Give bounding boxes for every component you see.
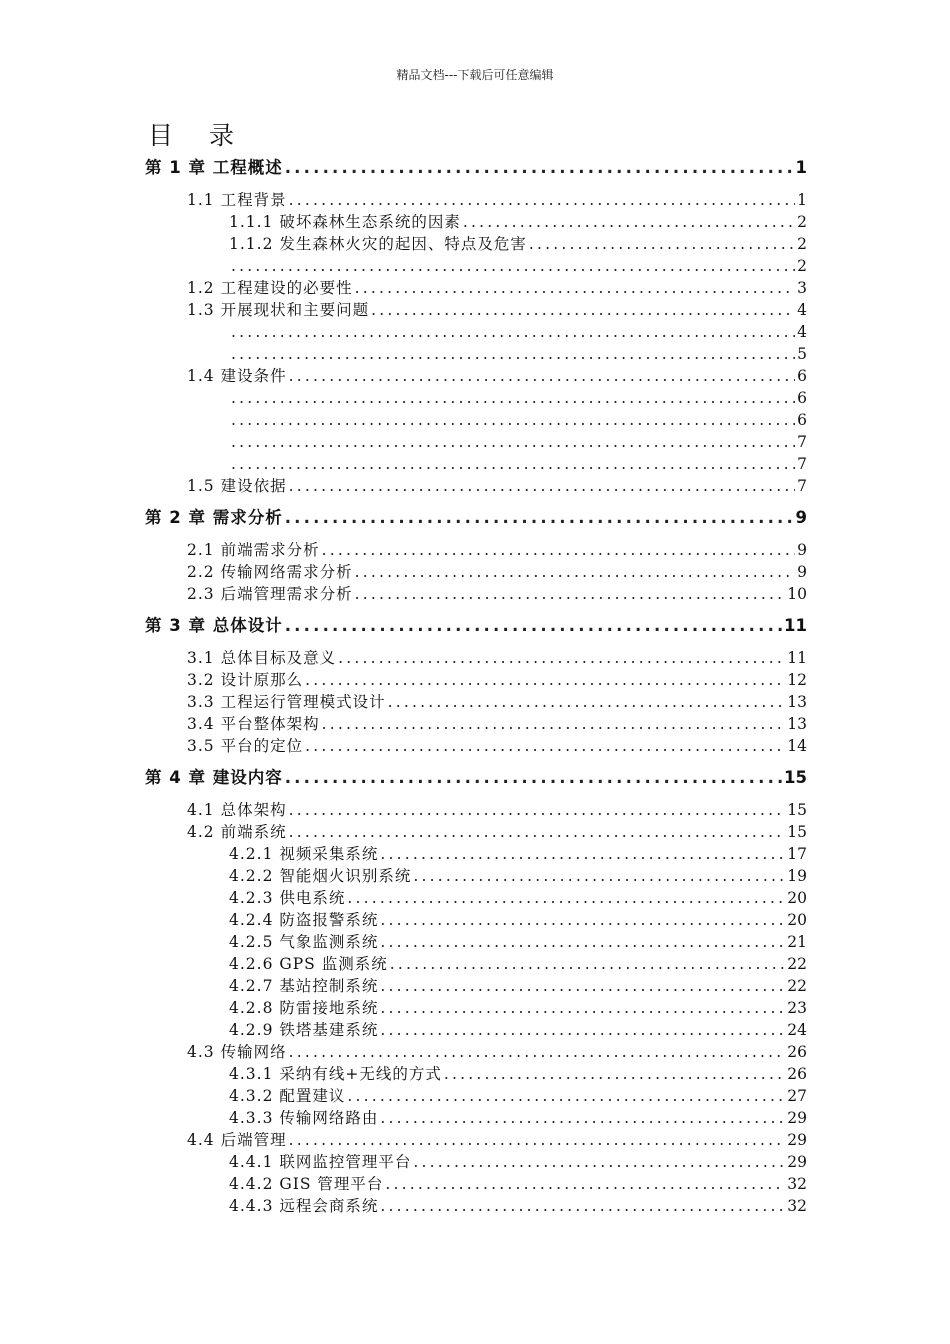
dot-leader <box>413 865 785 887</box>
dot-leader <box>231 343 795 365</box>
toc-entry-title: 3.1 总体目标及意义 <box>187 649 337 667</box>
dot-leader <box>390 953 786 975</box>
toc-page-number: 32 <box>787 1175 807 1193</box>
toc-page-number: 17 <box>787 845 807 863</box>
toc-section-entry[interactable] <box>145 539 807 561</box>
toc-subsection-entry[interactable] <box>145 343 807 365</box>
toc-entry-title: 第 4 章 建设内容 <box>145 768 283 787</box>
dot-leader <box>231 387 795 409</box>
toc-page-number: 20 <box>787 911 807 929</box>
toc-section-entry[interactable] <box>145 647 807 669</box>
toc-subsection-entry[interactable] <box>145 865 807 887</box>
dot-leader <box>305 669 785 691</box>
toc-section-entry[interactable] <box>145 475 807 497</box>
dot-leader <box>289 1041 786 1063</box>
dot-leader <box>285 614 782 638</box>
toc-entry-title: 4.2.9 铁塔基建系统 <box>229 1021 379 1039</box>
toc-entry-title: 3.2 设计原那么 <box>187 671 304 689</box>
toc-entry-title: 4.4.3 远程会商系统 <box>229 1197 379 1215</box>
toc-subsection-entry[interactable] <box>145 1107 807 1129</box>
toc-subsection-entry[interactable] <box>145 233 807 255</box>
toc-entry-title: 4.2.5 气象监测系统 <box>229 933 379 951</box>
toc-entry-title: 4.2.6 GPS 监测系统 <box>229 955 388 973</box>
toc-entry-title: 第 3 章 总体设计 <box>145 616 283 635</box>
toc-page-number: 7 <box>797 477 807 495</box>
toc-page-number: 15 <box>787 823 807 841</box>
dot-leader <box>371 299 795 321</box>
toc-entry-title: 1.1.1 破坏森林生态系统的因素 <box>229 213 461 231</box>
toc-subsection-entry[interactable] <box>145 1151 807 1173</box>
toc-subsection-entry[interactable] <box>145 1063 807 1085</box>
toc-page-number: 27 <box>787 1087 807 1105</box>
toc-entry-title: 3.5 平台的定位 <box>187 737 304 755</box>
toc-page-number: 29 <box>787 1153 807 1171</box>
toc-page-number: 12 <box>787 671 807 689</box>
dot-leader <box>380 975 785 997</box>
toc-section-entry[interactable] <box>145 799 807 821</box>
toc-entry-title: 4.4.1 联网监控管理平台 <box>229 1153 412 1171</box>
toc-entry-title: 第 1 章 工程概述 <box>145 158 283 177</box>
toc-page-number: 15 <box>784 768 807 787</box>
toc-entry-title: 4.2 前端系统 <box>187 823 287 841</box>
toc-page-number: 1 <box>795 158 807 177</box>
dot-leader <box>444 1063 785 1085</box>
toc-page-number: 7 <box>797 455 807 473</box>
toc-chapter-entry[interactable] <box>145 506 807 530</box>
toc-entry-title: 4.2.3 供电系统 <box>229 889 346 907</box>
toc-page-number: 23 <box>787 999 807 1017</box>
toc-page-number: 22 <box>787 977 807 995</box>
dot-leader <box>231 409 795 431</box>
toc-page-number: 29 <box>787 1109 807 1127</box>
toc-subsection-entry[interactable] <box>145 843 807 865</box>
toc-page-number: 9 <box>797 563 807 581</box>
toc-entry-title: 3.3 工程运行管理模式设计 <box>187 693 386 711</box>
toc-subsection-entry[interactable] <box>145 1085 807 1107</box>
dot-leader <box>385 1173 785 1195</box>
toc-page-number: 19 <box>787 867 807 885</box>
toc-page-number: 14 <box>787 737 807 755</box>
dot-leader <box>355 583 786 605</box>
toc-section-entry[interactable] <box>145 1041 807 1063</box>
toc-entry-title: 1.5 建设依据 <box>187 477 287 495</box>
toc-section-entry[interactable] <box>145 277 807 299</box>
toc-page-number: 7 <box>797 433 807 451</box>
toc-subsection-entry[interactable] <box>145 321 807 343</box>
toc-entry-title: 4.4 后端管理 <box>187 1131 287 1149</box>
toc-section-entry[interactable] <box>145 299 807 321</box>
toc-page-number: 3 <box>797 279 807 297</box>
toc-entry-title: 4.2.7 基站控制系统 <box>229 977 379 995</box>
toc-entry-title: 3.4 平台整体架构 <box>187 715 320 733</box>
dot-leader <box>380 1019 785 1041</box>
dot-leader <box>231 431 795 453</box>
dot-leader <box>231 255 795 277</box>
toc-page-number: 6 <box>797 367 807 385</box>
dot-leader <box>355 277 796 299</box>
toc-page-number: 6 <box>797 411 807 429</box>
dot-leader <box>322 713 786 735</box>
toc-page-number: 26 <box>787 1043 807 1061</box>
toc-title: 目 录 <box>148 121 248 150</box>
toc-chapter-entry[interactable] <box>145 156 807 180</box>
toc-section-entry[interactable] <box>145 561 807 583</box>
toc-entry-title: 4.3 传输网络 <box>187 1043 287 1061</box>
toc-section-entry[interactable] <box>145 189 807 211</box>
toc-subsection-entry[interactable] <box>145 997 807 1019</box>
toc-entry-title: 4.3.3 传输网络路由 <box>229 1109 379 1127</box>
toc-subsection-entry[interactable] <box>145 1195 807 1217</box>
toc-entry-title: 1.1 工程背景 <box>187 191 287 209</box>
toc-subsection-entry[interactable] <box>145 931 807 953</box>
dot-leader <box>289 365 796 387</box>
toc-chapter-entry[interactable] <box>145 766 807 790</box>
dot-leader <box>305 735 785 757</box>
toc-subsection-entry[interactable] <box>145 975 807 997</box>
toc-page-number: 2 <box>797 235 807 253</box>
toc-section-entry[interactable] <box>145 1129 807 1151</box>
toc-subsection-entry[interactable] <box>145 255 807 277</box>
dot-leader <box>355 561 796 583</box>
toc-section-entry[interactable] <box>145 691 807 713</box>
toc-page-number: 26 <box>787 1065 807 1083</box>
toc-subsection-entry[interactable] <box>145 953 807 975</box>
dot-leader <box>380 997 785 1019</box>
toc-entry-title: 2.3 后端管理需求分析 <box>187 585 353 603</box>
table-of-contents <box>145 156 807 1217</box>
toc-subsection-entry[interactable] <box>145 387 807 409</box>
toc-section-entry[interactable] <box>145 735 807 757</box>
toc-entry-title: 4.4.2 GIS 管理平台 <box>229 1175 384 1193</box>
toc-page-number: 11 <box>787 649 807 667</box>
dot-leader <box>289 475 796 497</box>
toc-entry-title: 4.2.2 智能烟火识别系统 <box>229 867 412 885</box>
dot-leader <box>289 821 786 843</box>
toc-page-number: 13 <box>787 693 807 711</box>
dot-leader <box>380 1195 785 1217</box>
toc-page-number: 32 <box>787 1197 807 1215</box>
toc-page-number: 4 <box>797 301 807 319</box>
dot-leader <box>413 1151 785 1173</box>
dot-leader <box>231 321 795 343</box>
toc-entry-title: 2.1 前端需求分析 <box>187 541 320 559</box>
toc-page-number: 1 <box>797 191 807 209</box>
toc-subsection-entry[interactable] <box>145 887 807 909</box>
toc-page-number: 15 <box>787 801 807 819</box>
toc-entry-title: 4.2.4 防盗报警系统 <box>229 911 379 929</box>
dot-leader <box>347 1085 785 1107</box>
dot-leader <box>289 799 786 821</box>
dot-leader <box>338 647 785 669</box>
toc-subsection-entry[interactable] <box>145 409 807 431</box>
toc-entry-title: 1.2 工程建设的必要性 <box>187 279 353 297</box>
toc-entry-title: 2.2 传输网络需求分析 <box>187 563 353 581</box>
toc-section-entry[interactable] <box>145 669 807 691</box>
toc-page-number: 9 <box>797 541 807 559</box>
dot-leader <box>289 1129 786 1151</box>
dot-leader <box>388 691 786 713</box>
dot-leader <box>529 233 795 255</box>
toc-page-number: 29 <box>787 1131 807 1149</box>
toc-page-number: 5 <box>797 345 807 363</box>
toc-section-entry[interactable] <box>145 583 807 605</box>
toc-subsection-entry[interactable] <box>145 431 807 453</box>
page-header: 精品文档---下载后可任意编辑 <box>396 68 554 82</box>
toc-page-number: 24 <box>787 1021 807 1039</box>
dot-leader <box>463 211 795 233</box>
toc-page-number: 9 <box>795 508 807 527</box>
dot-leader <box>289 189 796 211</box>
toc-page-number: 20 <box>787 889 807 907</box>
dot-leader <box>285 506 794 530</box>
dot-leader <box>322 539 796 561</box>
toc-entry-title: 4.2.8 防雷接地系统 <box>229 999 379 1017</box>
toc-subsection-entry[interactable] <box>145 211 807 233</box>
toc-page-number: 11 <box>784 616 807 635</box>
dot-leader <box>380 931 785 953</box>
toc-entry-title: 第 2 章 需求分析 <box>145 508 283 527</box>
toc-entry-title: 4.3.1 采纳有线+无线的方式 <box>229 1065 442 1083</box>
dot-leader <box>285 156 794 180</box>
toc-section-entry[interactable] <box>145 821 807 843</box>
dot-leader <box>380 1107 785 1129</box>
toc-entry-title: 4.3.2 配置建议 <box>229 1087 346 1105</box>
toc-page-number: 10 <box>787 585 807 603</box>
toc-subsection-entry[interactable] <box>145 1173 807 1195</box>
toc-page-number: 13 <box>787 715 807 733</box>
toc-entry-title: 1.4 建设条件 <box>187 367 287 385</box>
toc-entry-title: 4.2.1 视频采集系统 <box>229 845 379 863</box>
toc-page-number: 2 <box>797 213 807 231</box>
toc-page-number: 21 <box>787 933 807 951</box>
toc-page-number: 2 <box>797 257 807 275</box>
dot-leader <box>231 453 795 475</box>
toc-entry-title: 4.1 总体架构 <box>187 801 287 819</box>
dot-leader <box>347 887 785 909</box>
toc-entry-title: 1.1.2 发生森林火灾的起因、特点及危害 <box>229 235 527 253</box>
toc-subsection-entry[interactable] <box>145 1019 807 1041</box>
dot-leader <box>380 909 785 931</box>
toc-page-number: 22 <box>787 955 807 973</box>
toc-page-number: 4 <box>797 323 807 341</box>
dot-leader <box>380 843 785 865</box>
toc-subsection-entry[interactable] <box>145 909 807 931</box>
toc-entry-title: 1.3 开展现状和主要问题 <box>187 301 370 319</box>
toc-subsection-entry[interactable] <box>145 453 807 475</box>
toc-page-number: 6 <box>797 389 807 407</box>
dot-leader <box>285 766 782 790</box>
toc-chapter-entry[interactable] <box>145 614 807 638</box>
toc-section-entry[interactable] <box>145 365 807 387</box>
toc-section-entry[interactable] <box>145 713 807 735</box>
